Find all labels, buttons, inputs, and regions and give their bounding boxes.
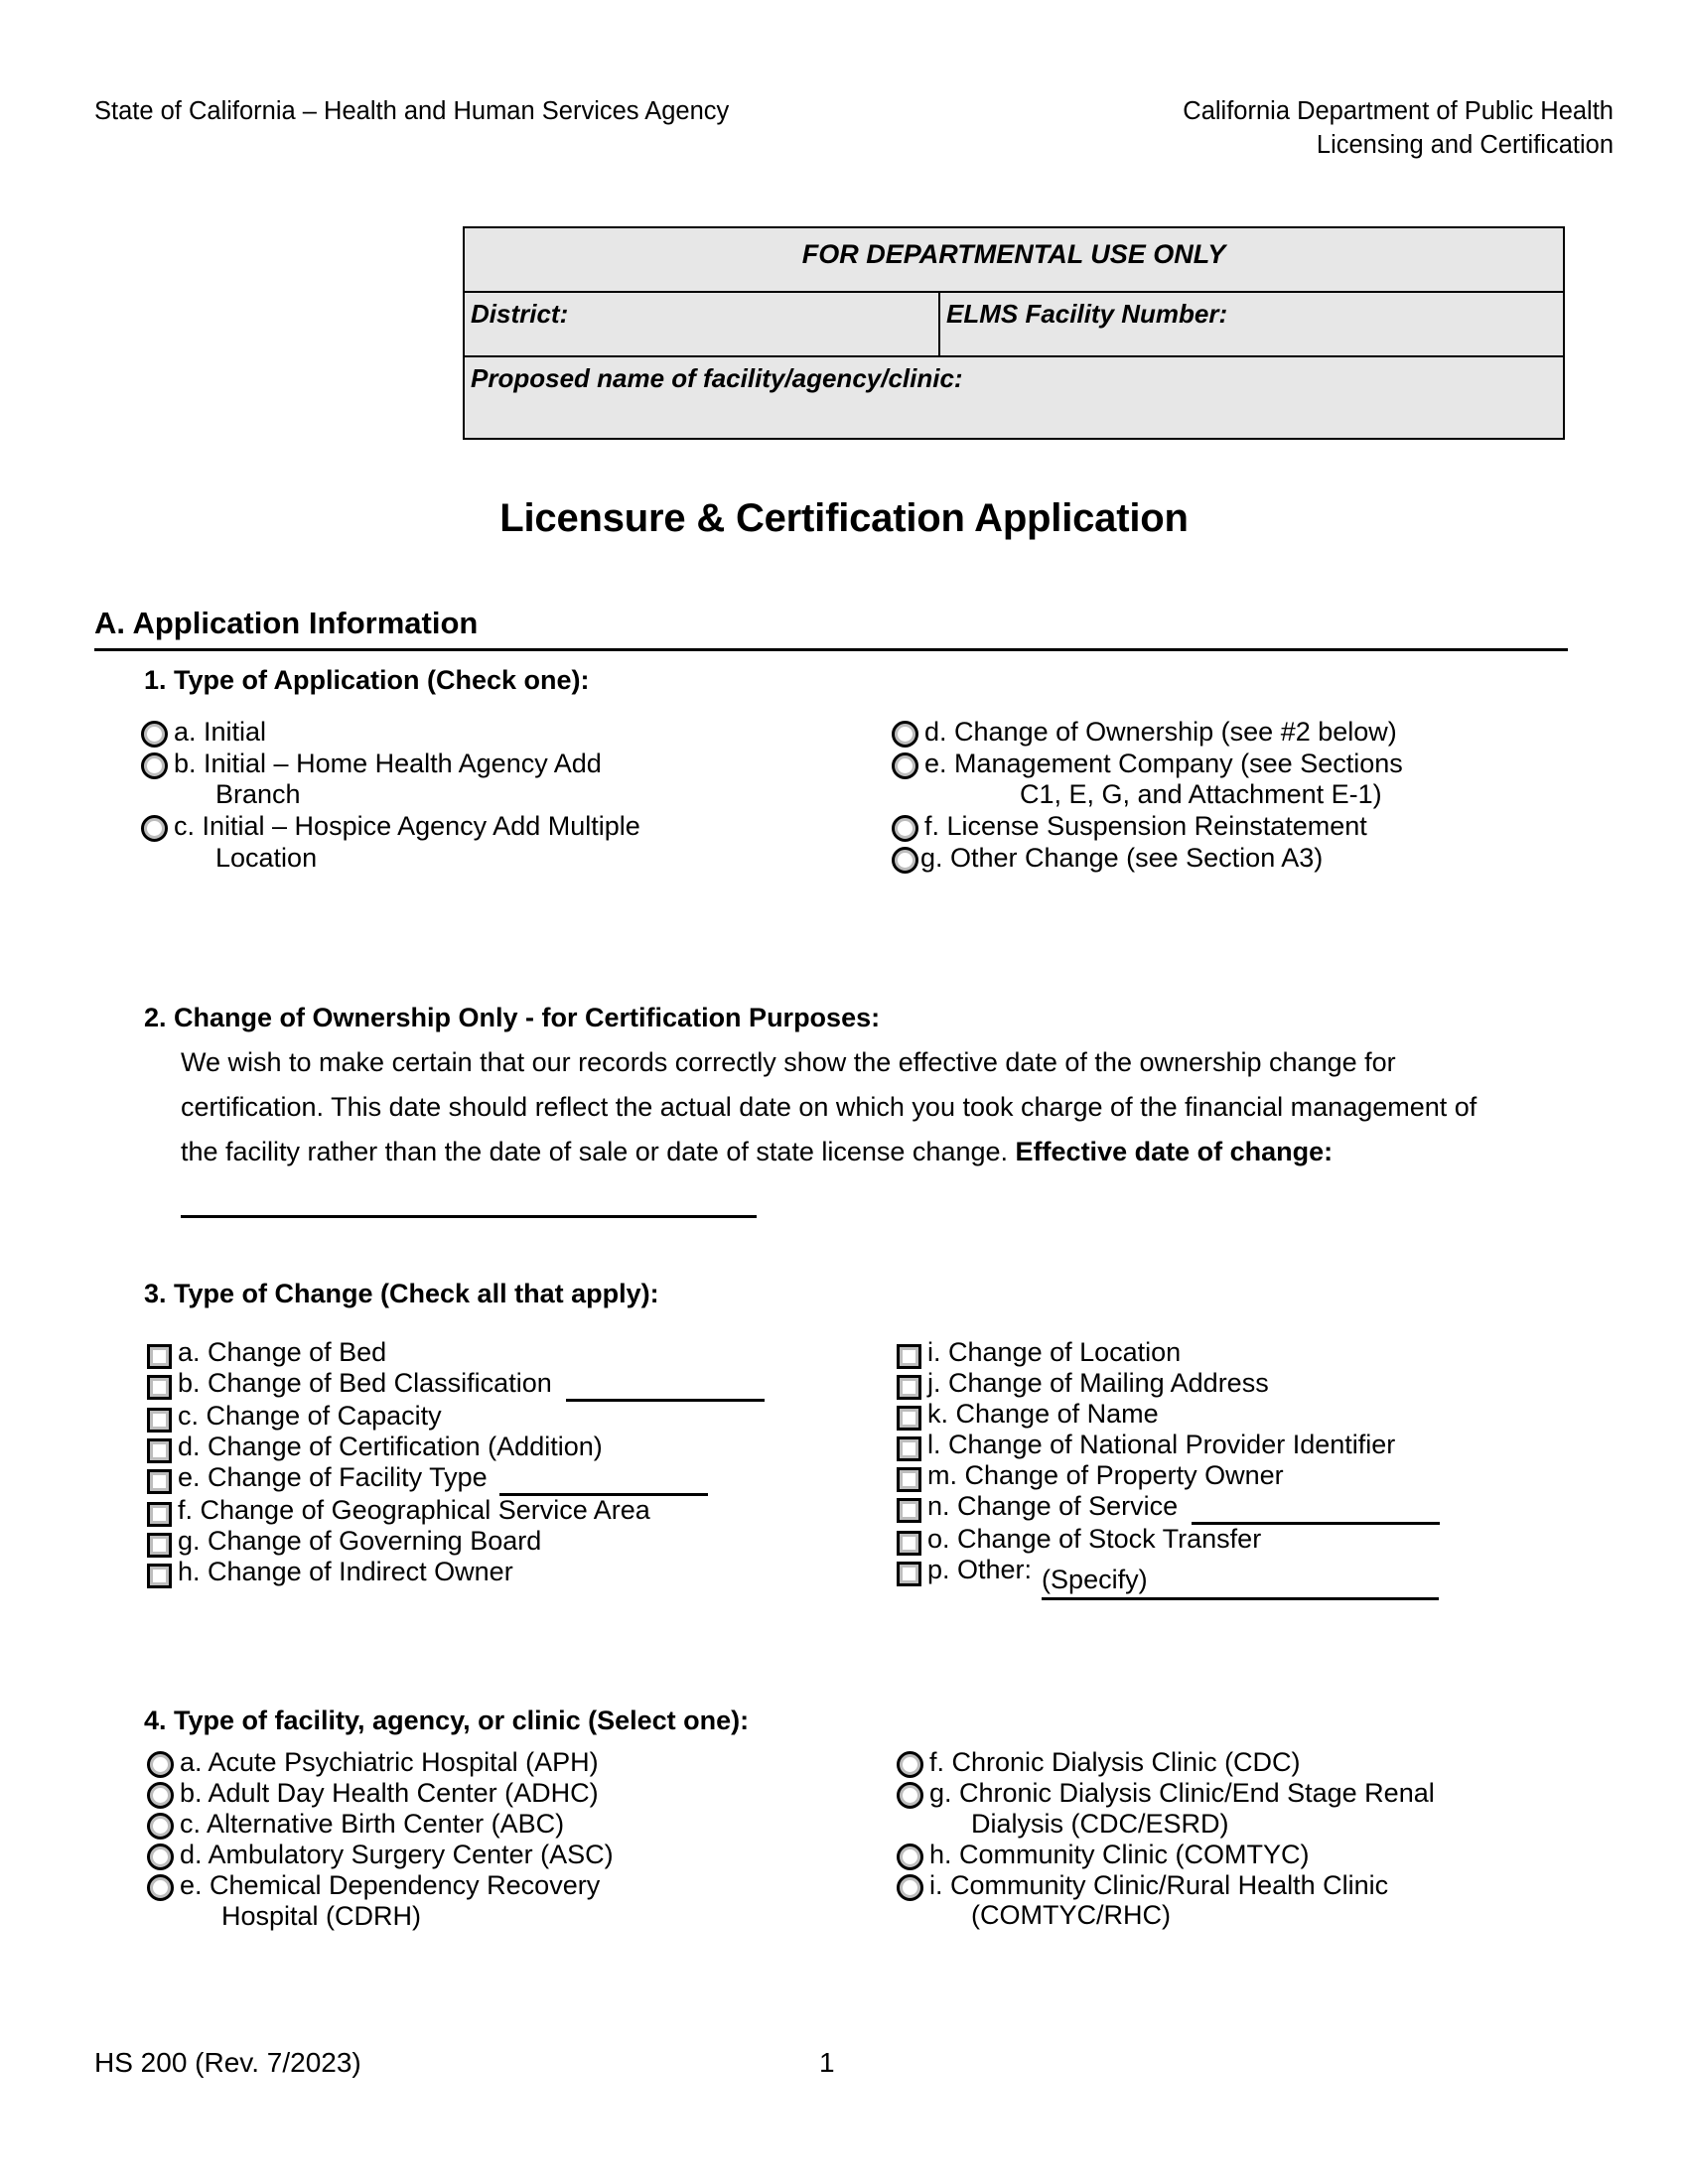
option-label xyxy=(921,1556,1572,1600)
radio-option-1g[interactable] xyxy=(892,843,1547,875)
option-label-line2: (COMTYC/RHC) xyxy=(971,1900,1171,1931)
checkbox-icon[interactable] xyxy=(147,1438,172,1463)
radio-option-4h[interactable] xyxy=(897,1840,1572,1870)
checkbox-option-3a[interactable] xyxy=(147,1338,902,1369)
departmental-fields-row xyxy=(465,291,1563,355)
facility-type-input[interactable] xyxy=(499,1475,708,1496)
radio-option-4b[interactable] xyxy=(147,1778,882,1809)
option-label-text: n. Change of Service xyxy=(927,1491,1179,1521)
proposed-name-label: Proposed name of facility/agency/clinic: xyxy=(471,363,963,393)
question-1-right-options xyxy=(892,717,1547,875)
effective-date-input[interactable] xyxy=(181,1182,757,1219)
option-label: o. Change of Stock Transfer xyxy=(927,1524,1262,1554)
option-label: d. Ambulatory Surgery Center (ASC) xyxy=(180,1840,614,1869)
option-label-line2: Dialysis (CDC/ESRD) xyxy=(971,1808,1229,1839)
elms-facility-number-field[interactable] xyxy=(940,293,1563,355)
option-label xyxy=(174,1870,882,1932)
option-label xyxy=(172,1369,902,1402)
radio-icon[interactable] xyxy=(141,721,168,748)
option-label-line2: Branch xyxy=(215,779,301,810)
option-label-line2: Hospital (CDRH) xyxy=(221,1900,422,1931)
checkbox-option-3e[interactable] xyxy=(147,1463,902,1496)
radio-option-4i[interactable] xyxy=(897,1870,1572,1932)
radio-option-4e[interactable] xyxy=(147,1870,882,1932)
radio-option-4a[interactable] xyxy=(147,1747,882,1778)
option-label-line2: C1, E, G, and Attachment E-1) xyxy=(1020,779,1382,810)
radio-icon[interactable] xyxy=(897,1874,923,1901)
option-label: c. Alternative Birth Center (ABC) xyxy=(180,1809,565,1839)
option-label: l. Change of National Provider Identifier xyxy=(927,1430,1396,1459)
radio-icon[interactable] xyxy=(147,1843,174,1870)
option-label-line1: e. Management Company (see Sections xyxy=(924,748,1403,778)
option-label xyxy=(168,749,757,811)
checkbox-option-3g[interactable] xyxy=(147,1527,902,1558)
option-label: b. Adult Day Health Center (ADHC) xyxy=(180,1778,599,1808)
radio-option-4d[interactable] xyxy=(147,1840,882,1870)
option-label: a. Acute Psychiatric Hospital (APH) xyxy=(180,1747,599,1777)
radio-option-4g[interactable] xyxy=(897,1778,1572,1840)
checkbox-icon[interactable] xyxy=(147,1408,172,1433)
other-specify-input[interactable] xyxy=(1042,1566,1439,1600)
checkbox-icon[interactable] xyxy=(897,1467,921,1492)
radio-icon[interactable] xyxy=(897,1782,923,1809)
option-label: h. Change of Indirect Owner xyxy=(178,1557,513,1586)
radio-icon[interactable] xyxy=(147,1751,174,1778)
checkbox-option-3n[interactable] xyxy=(897,1492,1572,1525)
radio-icon[interactable] xyxy=(897,1751,923,1778)
checkbox-icon[interactable] xyxy=(147,1344,172,1369)
option-label xyxy=(918,749,1547,811)
district-label: District: xyxy=(471,299,569,329)
radio-option-1d[interactable] xyxy=(892,717,1547,749)
radio-option-1a[interactable] xyxy=(141,717,757,749)
form-code: HS 200 (Rev. 7/2023) xyxy=(94,2047,361,2078)
option-label xyxy=(168,811,757,874)
option-label: d. Change of Certification (Addition) xyxy=(178,1432,603,1461)
option-label-line1: e. Chemical Dependency Recovery xyxy=(180,1870,601,1900)
checkbox-icon[interactable] xyxy=(897,1406,921,1431)
option-label: m. Change of Property Owner xyxy=(927,1460,1284,1490)
radio-icon[interactable] xyxy=(147,1813,174,1840)
radio-icon[interactable] xyxy=(141,752,168,779)
change-of-service-input[interactable] xyxy=(1192,1504,1440,1525)
checkbox-option-3l[interactable] xyxy=(897,1431,1572,1461)
radio-icon[interactable] xyxy=(141,815,168,842)
radio-icon[interactable] xyxy=(147,1874,174,1901)
checkbox-icon[interactable] xyxy=(147,1502,172,1527)
elms-facility-number-label: ELMS Facility Number: xyxy=(946,299,1228,329)
option-label: i. Change of Location xyxy=(927,1337,1182,1367)
checkbox-icon[interactable] xyxy=(147,1469,172,1494)
bed-classification-input[interactable] xyxy=(566,1381,765,1402)
checkbox-icon[interactable] xyxy=(147,1375,172,1400)
option-label: f. Change of Geographical Service Area xyxy=(178,1495,650,1525)
option-label: j. Change of Mailing Address xyxy=(927,1368,1269,1398)
division-name: Licensing and Certification xyxy=(1316,130,1614,159)
radio-option-1f[interactable] xyxy=(892,811,1547,843)
radio-option-4c[interactable] xyxy=(147,1809,882,1840)
proposed-name-field[interactable] xyxy=(465,357,1563,438)
checkbox-option-3k[interactable] xyxy=(897,1400,1572,1431)
option-label xyxy=(921,1492,1572,1525)
option-label-text: p. Other: xyxy=(927,1555,1033,1584)
section-a-heading: A. Application Information xyxy=(94,606,1568,651)
checkbox-icon[interactable] xyxy=(897,1375,921,1400)
checkbox-icon[interactable] xyxy=(147,1564,172,1588)
departmental-title-row xyxy=(465,228,1563,291)
radio-option-4f[interactable] xyxy=(897,1747,1572,1778)
question-3-title: 3. Type of Change (Check all that apply): xyxy=(144,1279,659,1308)
option-label xyxy=(923,1778,1572,1840)
document-header xyxy=(94,95,1614,162)
district-field[interactable] xyxy=(465,293,940,355)
radio-icon[interactable] xyxy=(147,1782,174,1809)
question-1-title: 1. Type of Application (Check one): xyxy=(144,665,590,695)
radio-icon[interactable] xyxy=(897,1843,923,1870)
checkbox-option-3f[interactable] xyxy=(147,1496,902,1527)
option-label: f. Chronic Dialysis Clinic (CDC) xyxy=(929,1747,1301,1777)
option-label: g. Change of Governing Board xyxy=(178,1526,542,1556)
option-label-text: b. Change of Bed Classification xyxy=(178,1368,552,1398)
checkbox-option-3m[interactable] xyxy=(897,1461,1572,1492)
radio-icon[interactable] xyxy=(892,815,918,842)
option-label: g. Other Change (see Section A3) xyxy=(920,842,1324,873)
proposed-name-row xyxy=(465,355,1563,438)
specify-hint: (Specify) xyxy=(1042,1565,1148,1594)
checkbox-option-3i[interactable] xyxy=(897,1338,1572,1369)
department-name: California Department of Public Health xyxy=(1183,97,1614,125)
radio-icon[interactable] xyxy=(892,847,918,874)
option-label: c. Change of Capacity xyxy=(178,1401,442,1431)
agency-right-text xyxy=(1183,95,1614,162)
effective-date-label: Effective date of change: xyxy=(1015,1136,1334,1166)
option-label: a. Change of Bed xyxy=(178,1337,387,1367)
option-label xyxy=(923,1870,1572,1932)
checkbox-icon[interactable] xyxy=(897,1531,921,1556)
question-4-left-options xyxy=(147,1747,882,1932)
checkbox-icon[interactable] xyxy=(897,1436,921,1461)
departmental-use-title: FOR DEPARTMENTAL USE ONLY xyxy=(801,239,1226,269)
question-4-right-options xyxy=(897,1747,1572,1931)
question-1-left-options xyxy=(141,717,757,875)
question-4-title: 4. Type of facility, agency, or clinic (Select one): xyxy=(144,1706,750,1735)
option-label-line1: g. Chronic Dialysis Clinic/End Stage Renal xyxy=(929,1778,1435,1808)
checkbox-option-3o[interactable] xyxy=(897,1525,1572,1556)
checkbox-icon[interactable] xyxy=(897,1562,921,1586)
option-label-line2: Location xyxy=(215,842,318,873)
question-3-left-options xyxy=(147,1338,902,1588)
radio-option-1c[interactable] xyxy=(141,811,757,874)
question-2-body-text: We wish to make certain that our records correctly show the effective date of the ownership change for certification. This date should reflect the actual date on which you took charge of the financial management of the facility rather than the date of sale or date of state license change. xyxy=(181,1047,1477,1166)
option-label: d. Change of Ownership (see #2 below) xyxy=(924,717,1397,747)
page-title: Licensure & Certification Application xyxy=(499,496,1189,540)
checkbox-option-3d[interactable] xyxy=(147,1433,902,1463)
option-label-line1: i. Community Clinic/Rural Health Clinic xyxy=(929,1869,1389,1900)
agency-left-text: State of California – Health and Human Services Agency xyxy=(94,97,730,125)
radio-icon[interactable] xyxy=(892,752,918,779)
option-label-line1: c. Initial – Hospice Agency Add Multiple xyxy=(174,811,640,842)
option-label: h. Community Clinic (COMTYC) xyxy=(929,1839,1310,1869)
radio-option-1e[interactable] xyxy=(892,749,1547,811)
checkbox-option-3p[interactable] xyxy=(897,1556,1572,1600)
checkbox-option-3b[interactable] xyxy=(147,1369,902,1402)
question-3-right-options xyxy=(897,1338,1572,1600)
option-label xyxy=(172,1463,902,1496)
option-label: a. Initial xyxy=(174,717,267,747)
radio-option-1b[interactable] xyxy=(141,749,757,811)
option-label: k. Change of Name xyxy=(927,1399,1159,1429)
question-2-body xyxy=(181,1040,1491,1218)
radio-icon[interactable] xyxy=(892,721,918,748)
checkbox-icon[interactable] xyxy=(147,1533,172,1558)
checkbox-option-3j[interactable] xyxy=(897,1369,1572,1400)
checkbox-icon[interactable] xyxy=(897,1498,921,1523)
checkbox-option-3c[interactable] xyxy=(147,1402,902,1433)
option-label-line1: b. Initial – Home Health Agency Add xyxy=(174,748,602,778)
option-label-text: e. Change of Facility Type xyxy=(178,1462,488,1492)
option-label: f. License Suspension Reinstatement xyxy=(924,811,1367,842)
checkbox-option-3h[interactable] xyxy=(147,1558,902,1588)
checkbox-icon[interactable] xyxy=(897,1344,921,1369)
departmental-use-box xyxy=(463,226,1565,440)
question-2-title: 2. Change of Ownership Only - for Certification Purposes: xyxy=(144,1003,881,1032)
page-number: 1 xyxy=(819,2047,835,2078)
